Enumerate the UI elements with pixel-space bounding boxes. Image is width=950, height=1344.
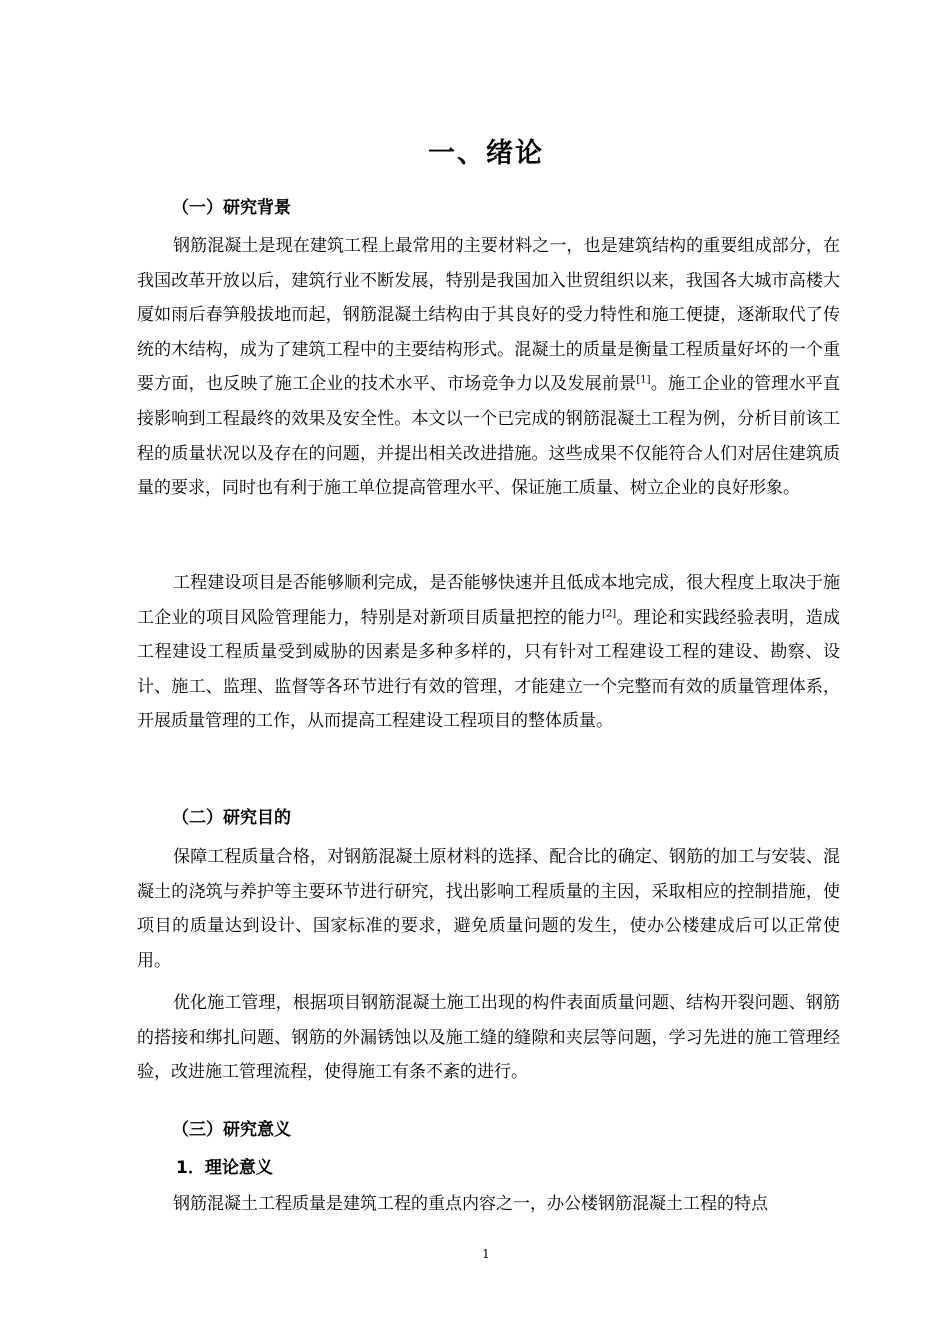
- paragraph-text: 。施工企业的管理水平直接影响到工程最终的效果及安全性。本文以一个已完成的钢筋混凝土工程为例，分析目前该工程的质量状况以及存在的问题，并提出相关改进措施。这些成果不仅能符合人们对居住建筑质量的要求，同时也有利于施工单位提高管理水平、保证施工质量、树立企业的良好形象。: [137, 374, 841, 499]
- paragraph: [137, 840, 840, 978]
- paragraph-text: 保障工程质量合格，对钢筋混凝土原材料的选择、配合比的确定、钢筋的加工与安装、混凝土的浇筑与养护等主要环节进行研究，找出影响工程质量的主因，采取相应的控制措施，使项目的质量达到设计、国家标准的要求，避免质量问题的发生，使办公楼建成后可以正常使用。: [137, 847, 840, 971]
- paragraph: [137, 1187, 840, 1222]
- paragraph-text: 优化施工管理，根据项目钢筋混凝土施工出现的构件表面质量问题、结构开裂问题、钢筋的搭接和绑扎问题、钢筋的外漏锈蚀以及施工缝的缝隙和夹层等问题，学习先进的施工管理经验，改进施工管理流程，使得施工有条不紊的进行。: [137, 993, 840, 1083]
- paragraph: [137, 229, 840, 506]
- section-heading-purpose: （二）研究目的: [172, 808, 291, 828]
- section-heading-significance: （三）研究意义: [172, 1120, 291, 1140]
- paragraph-text: 钢筋混凝土是现在建筑工程上最常用的主要材料之一，也是建筑结构的重要组成部分，在我国改革开放以后，建筑行业不断发展，特别是我国加入世贸组织以来，我国各大城市高楼大厦如雨后春笋般拔地而起，钢筋混凝土结构由于其良好的受力特性和施工便捷，逐渐取代了传统的木结构，成为了建筑工程中的主要结构形式。混凝土的质量是衡量工程质量好坏的一个重要方面，也反映了施工企业的技术水平、市场竞争力以及发展前景: [137, 236, 840, 395]
- paragraph: [137, 986, 840, 1090]
- section-heading-background: （一）研究背景: [172, 198, 291, 218]
- citation-ref: [2]: [601, 607, 617, 619]
- paragraph-text: 钢筋混凝土工程质量是建筑工程的重点内容之一，办公楼钢筋混凝土工程的特点: [173, 1194, 768, 1214]
- citation-ref: [1]: [636, 374, 651, 386]
- page-title: 一、绪论: [428, 138, 544, 169]
- subsection-heading-theory: 1．理论意义: [176, 1158, 273, 1178]
- paragraph-text: 。理论和实践经验表明，造成工程建设工程质量受到威胁的因素是多种多样的，只有针对工程建设工程的建设、勘察、设计、施工、监理、监督等各环节进行有效的管理，才能建立一个完整而有效的质量管理体系，开展质量管理的工作，从而提高工程建设工程项目的整体质量。: [137, 607, 841, 732]
- page-number: 1: [482, 1247, 490, 1261]
- paragraph: [137, 566, 840, 739]
- paragraph-text: 工程建设项目是否能够顺利完成，是否能够快速并且低成本地完成，很大程度上取决于施工企业的项目风险管理能力，特别是对新项目质量把控的能力: [137, 573, 840, 628]
